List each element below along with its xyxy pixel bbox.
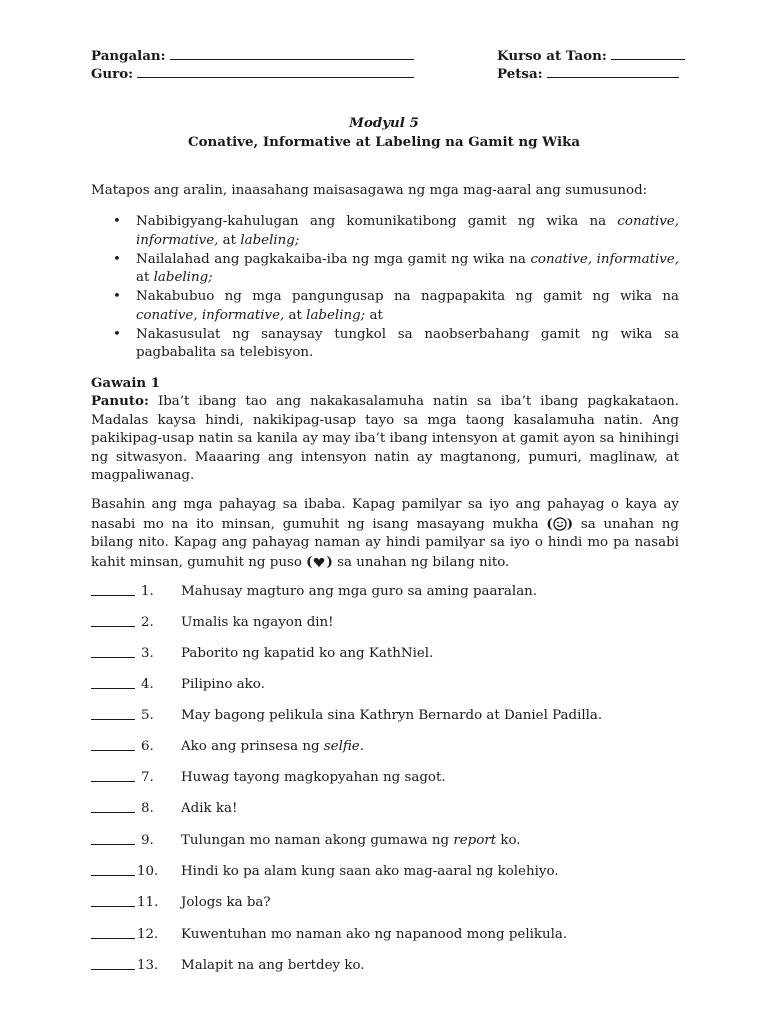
- name-field: [91, 47, 414, 64]
- heart-icon: [312, 555, 326, 569]
- module-subtitle: Conative, Informative at Labeling na Gamit ng Wika: [187, 134, 581, 150]
- course-blank[interactable]: [611, 47, 685, 60]
- panuto-text: Iba’t ibang tao ang nakakasalamuha natin sa iba’t ibang pagkakataon. Madalas kaysa hindi, nakikipag-usap tayo sa mga taong kasalamuha natin. Ang pakikipag-usap natin sa kanila ay may iba’t ibang intensyon at gamit ayon sa hinihingi ng sitwasyon. Maaaring ang intensyon natin ay magtanong, pumuri, maglinaw, at magpaliwanag.: [91, 394, 679, 483]
- activity-heading: Gawain 1: [91, 375, 161, 391]
- date-blank[interactable]: [547, 65, 679, 78]
- list-item: 13. Malapit na ang bertdey ko.: [91, 956, 135, 976]
- list-item: 6. Ako ang prinsesa ng selfie.: [91, 737, 135, 757]
- answer-blank[interactable]: [91, 768, 135, 782]
- answer-blank[interactable]: [91, 582, 135, 596]
- answer-blank[interactable]: [91, 737, 135, 751]
- name-blank[interactable]: [170, 47, 414, 60]
- date-label: Petsa:: [497, 66, 543, 82]
- answer-blank[interactable]: [91, 893, 135, 907]
- course-field: [497, 47, 685, 64]
- teacher-label: Guro:: [91, 66, 134, 82]
- date-field: [497, 65, 679, 82]
- list-item: 1. Mahusay magturo ang mga guro sa aming paaralan.: [91, 582, 135, 602]
- list-item: 7. Huwag tayong magkopyahan ng sagot.: [91, 768, 135, 788]
- objectives-intro: Matapos ang aralin, inaasahang maisasagawa ng mga mag-aaral ang sumusunod:: [91, 183, 648, 198]
- answer-blank[interactable]: [91, 956, 135, 970]
- list-item: 10. Hindi ko pa alam kung saan ako mag-aaral ng kolehiyo.: [91, 862, 135, 882]
- answer-blank[interactable]: [91, 925, 135, 939]
- answer-blank[interactable]: [91, 613, 135, 627]
- course-label: Kurso at Taon:: [497, 48, 607, 64]
- list-item: 3. Paborito ng kapatid ko ang KathNiel.: [91, 644, 135, 664]
- answer-blank[interactable]: [91, 831, 135, 845]
- name-label: Pangalan:: [91, 48, 166, 64]
- objective-item: • Nakabubuo ng mga pangungusap na nagpapakita ng gamit ng wika na conative, informative, at labeling; at: [113, 289, 679, 323]
- smiley-face-icon: [553, 517, 567, 531]
- answer-blank[interactable]: [91, 675, 135, 689]
- objective-item: • Nakasusulat ng sanaysay tungkol sa naobserbahang gamit ng wika sa pagbabalita sa telebisyon.: [113, 326, 679, 360]
- answer-blank[interactable]: [91, 799, 135, 813]
- module-title: Modyul 5: [349, 115, 419, 131]
- teacher-blank[interactable]: [137, 65, 414, 78]
- objectives-list: [91, 213, 679, 363]
- list-item: 11. Jologs ka ba?: [91, 893, 135, 913]
- list-item: 4. Pilipino ako.: [91, 675, 135, 695]
- answer-blank[interactable]: [91, 644, 135, 658]
- list-item: 9. Tulungan mo naman akong gumawa ng report ko.: [91, 831, 135, 851]
- list-item: 2. Umalis ka ngayon din!: [91, 613, 135, 633]
- objective-item: • Nabibigyang-kahulugan ang komunikatibong gamit ng wika na conative, informative, at labeling;: [113, 214, 679, 248]
- list-item: 12. Kuwentuhan mo naman ako ng napanood mong pelikula.: [91, 925, 135, 945]
- instructions-paragraph: Basahin ang mga pahayag sa ibaba. Kapag pamilyar sa iyo ang pahayag o kaya ay nasabi mo na ito minsan, gumuhit ng isang masayang mukha ( ) sa unahan ng bilang nito. Kapag ang pahayag naman ay hindi pamilyar sa iyo o hindi mo pa nasabi kahit minsan, gumuhit ng puso ( ) sa unahan ng bilang nito.: [91, 497, 679, 570]
- list-item: 5. May bagong pelikula sina Kathryn Bernardo at Daniel Padilla.: [91, 706, 135, 726]
- panuto-label: Panuto:: [91, 393, 149, 409]
- list-item: 8. Adik ka!: [91, 799, 135, 819]
- answer-blank[interactable]: [91, 862, 135, 876]
- objective-item: • Nailalahad ang pagkakaiba-iba ng mga gamit ng wika na conative, informative, at labeling;: [113, 251, 679, 285]
- panuto-paragraph: [91, 392, 679, 486]
- answer-blank[interactable]: [91, 706, 135, 720]
- teacher-field: [91, 65, 414, 82]
